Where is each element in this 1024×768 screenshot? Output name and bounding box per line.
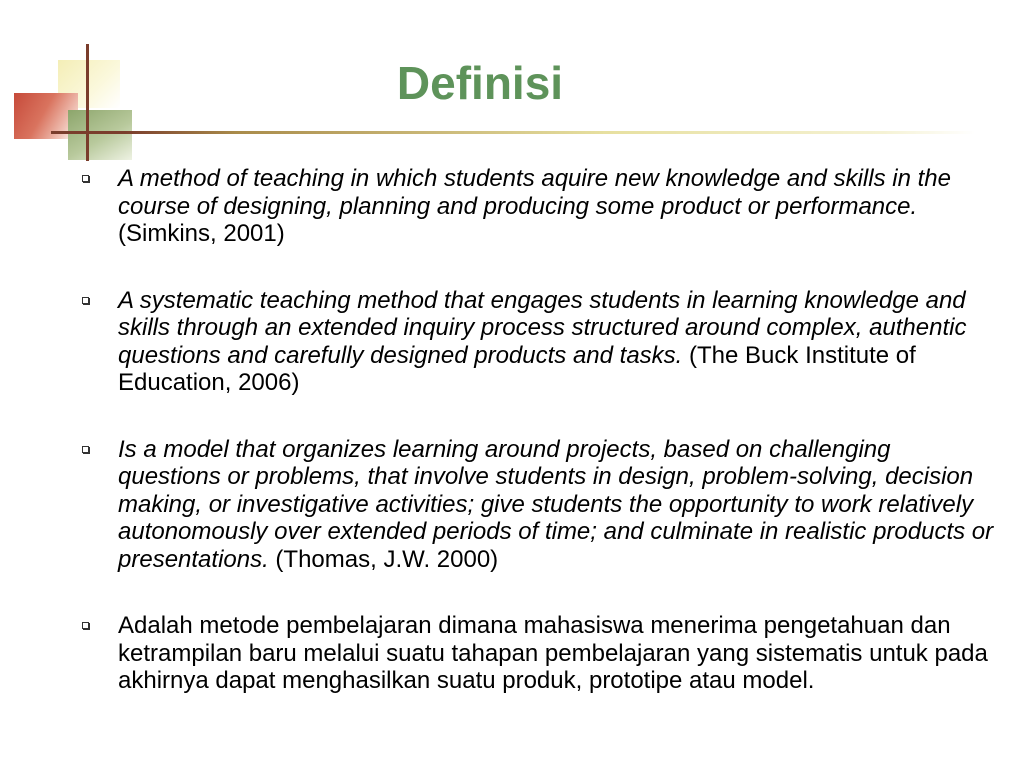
- bullet-item: [80, 612, 998, 695]
- citation-text: (The Buck Institute of Education, 2006): [118, 341, 916, 396]
- bullet-list: [80, 165, 998, 734]
- square-bullet-icon: [82, 622, 89, 629]
- definition-text: A method of teaching in which students aquire new knowledge and skills in the course of designing, planning and producing some product or performance.: [118, 165, 951, 220]
- square-bullet-icon: [82, 446, 89, 453]
- definition-text: A systematic teaching method that engages students in learning knowledge and skills through an extended inquiry process structured around complex, authentic questions and carefully designed products and tasks.: [118, 286, 967, 369]
- bullet-item: [80, 165, 998, 248]
- slide-title: Definisi: [396, 57, 564, 109]
- bullet-item: [80, 287, 998, 397]
- decorative-square-green: [68, 110, 132, 160]
- citation-text: (Simkins, 2001): [118, 220, 285, 247]
- title-underline: [51, 131, 975, 134]
- definition-text: Is a model that organizes learning around projects, based on challenging questions or problems, that involve students in design, problem-solving, decision making, or investigative activities; give students the opportunity to work relatively autonomously over extended periods of time; and culminate in realistic products or presentations.: [118, 435, 994, 573]
- bullet-item: [80, 436, 998, 574]
- body-text: Adalah metode pembelajaran dimana mahasiswa menerima pengetahuan dan ketrampilan baru melalui suatu tahapan pembelajaran yang sistematis untuk pada akhirnya dapat menghasilkan suatu produk, prototipe atau model.: [118, 612, 988, 694]
- square-bullet-icon: [82, 175, 89, 182]
- square-bullet-icon: [82, 297, 89, 304]
- citation-text: (Thomas, J.W. 2000): [268, 545, 499, 573]
